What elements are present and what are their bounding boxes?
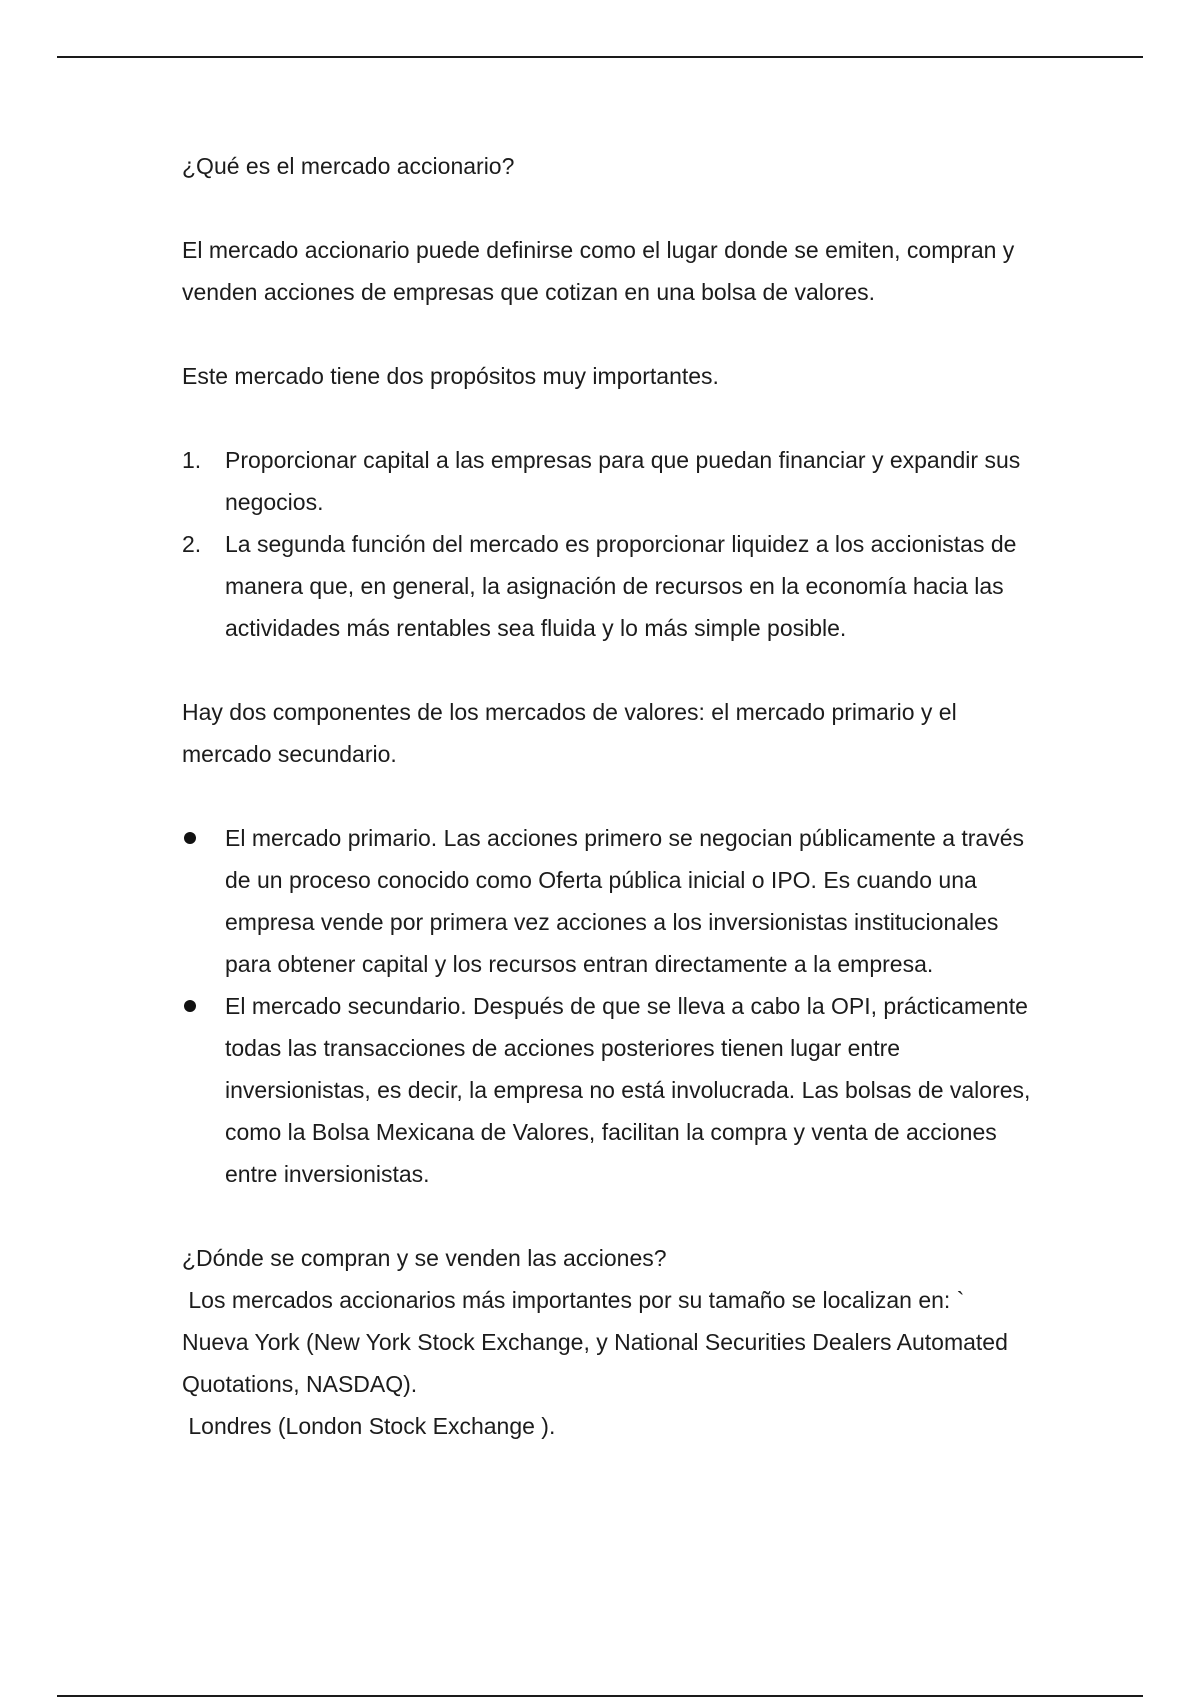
list-item [182,817,1042,985]
top-rule [57,56,1143,58]
section-heading-what-is: ¿Qué es el mercado accionario? [182,153,515,179]
components-list [182,817,1042,1195]
list-item [182,439,1042,523]
markets-intro-line: Los mercados accionarios más importantes por su tamaño se localizan en: ` [182,1287,965,1313]
bullet-icon [184,832,196,844]
components-intro: Hay dos componentes de los mercados de valores: el mercado primario y el mercado secundario. [182,699,957,767]
definition-paragraph: El mercado accionario puede definirse como el lugar donde se emiten, compran y venden acciones de empresas que cotizan en una bolsa de valores. [182,237,1015,305]
list-item [182,985,1042,1195]
purposes-list [182,439,1042,649]
section-heading-where: ¿Dónde se compran y se venden las acciones? [182,1245,667,1271]
list-item-text: El mercado primario. Las acciones primero se negocian públicamente a través de un proceso conocido como Oferta pública inicial o IPO. Es cuando una empresa vende por primera vez acciones a los inversionistas institucionales para obtener capital y los recursos entran directamente a la empresa. [225,825,1025,977]
bottom-rule [57,1695,1143,1697]
list-item-text: Proporcionar capital a las empresas para que puedan financiar y expandir sus negocios. [225,447,1021,515]
list-item-text: La segunda función del mercado es proporcionar liquidez a los accionistas de manera que, en general, la asignación de recursos en la economía hacia las actividades más rentables sea fluida y lo más simple posible. [225,531,1017,641]
list-number: 1. [182,447,202,473]
markets-new-york: Nueva York (New York Stock Exchange, y National Securities Dealers Automated Quotations, NASDAQ). [182,1329,1008,1397]
markets-london: Londres (London Stock Exchange ). [182,1413,556,1439]
document-body [182,145,1042,1447]
list-item [182,523,1042,649]
bullet-icon [184,1000,196,1012]
purposes-intro: Este mercado tiene dos propósitos muy importantes. [182,363,719,389]
list-number: 2. [182,531,202,557]
list-item-text: El mercado secundario. Después de que se lleva a cabo la OPI, prácticamente todas las transacciones de acciones posteriores tienen lugar entre inversionistas, es decir, la empresa no está involucrada. Las bolsas de valores, como la Bolsa Mexicana de Valores, facilitan la compra y venta de acciones entre inversionistas. [225,993,1031,1187]
